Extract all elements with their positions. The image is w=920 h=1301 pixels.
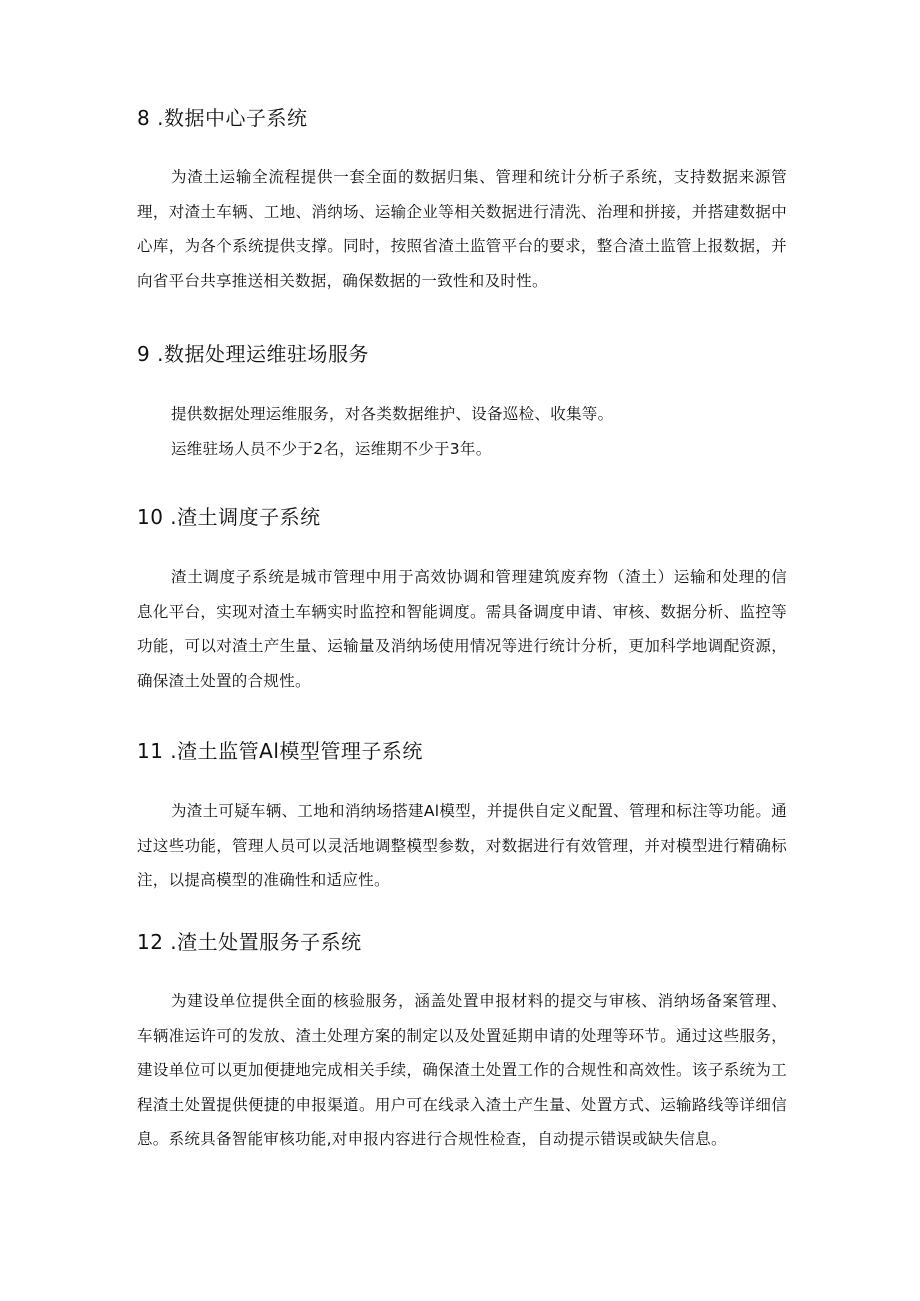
section-8-paragraph: 为渣土运输全流程提供一套全面的数据归集、管理和统计分析子系统，支持数据来源管理，对渣土车辆、工地、消纳场、运输企业等相关数据进行清洗、治理和拼接，并搭建数据中心库，为各个系统提供支撑。同时，按照省渣土监管平台的要求，整合渣土监管上报数据，并向省平台共享推送相关数据，确保数据的一致性和及时性。 xyxy=(137,168,787,290)
section-heading-10: 10 .渣土调度子系统 xyxy=(137,505,321,529)
section-heading-11: 11 .渣土监管Al模型管理子系统 xyxy=(137,739,423,763)
section-9-line-2: 运维驻场人员不少于2名，运维期不少于3年。 xyxy=(171,440,492,458)
section-9-line-1: 提供数据处理运维服务，对各类数据维护、设备巡检、收集等。 xyxy=(171,405,614,423)
section-heading-8: 8 .数据中心子系统 xyxy=(137,106,308,130)
section-12-paragraph: 为建设单位提供全面的核验服务，涵盖处置申报材料的提交与审核、消纳场备案管理、车辆准运许可的发放、渣土处理方案的制定以及处置延期申请的处理等环节。通过这些服务，建设单位可以更加便捷地完成相关手续，确保渣土处置工作的合规性和高效性。该子系统为工程渣土处置提供便捷的申报渠道。用户可在线录入渣土产生量、处置方式、运输路线等详细信息。系统具备智能审核功能,对申报内容进行合规性检查，自动提示错误或缺失信息。 xyxy=(137,992,787,1148)
section-heading-12: 12 .渣土处置服务子系统 xyxy=(137,930,362,954)
section-11-paragraph: 为渣土可疑车辆、工地和消纳场搭建Al模型，并提供自定义配置、管理和标注等功能。通过这些功能，管理人员可以灵活地调整模型参数，对数据进行有效管理，并对模型进行精确标注，以提高模型的准确性和适应性。 xyxy=(137,802,787,889)
section-heading-9: 9 .数据处理运维驻场服务 xyxy=(137,342,369,366)
section-10-paragraph: 渣土调度子系统是城市管理中用于高效协调和管理建筑废弃物（渣土）运输和处理的信息化平台，实现对渣土车辆实时监控和智能调度。需具备调度申请、审核、数据分析、监控等功能，可以对渣土产生量、运输量及消纳场使用情况等进行统计分析，更加科学地调配资源，确保渣土处置的合规性。 xyxy=(137,568,787,690)
